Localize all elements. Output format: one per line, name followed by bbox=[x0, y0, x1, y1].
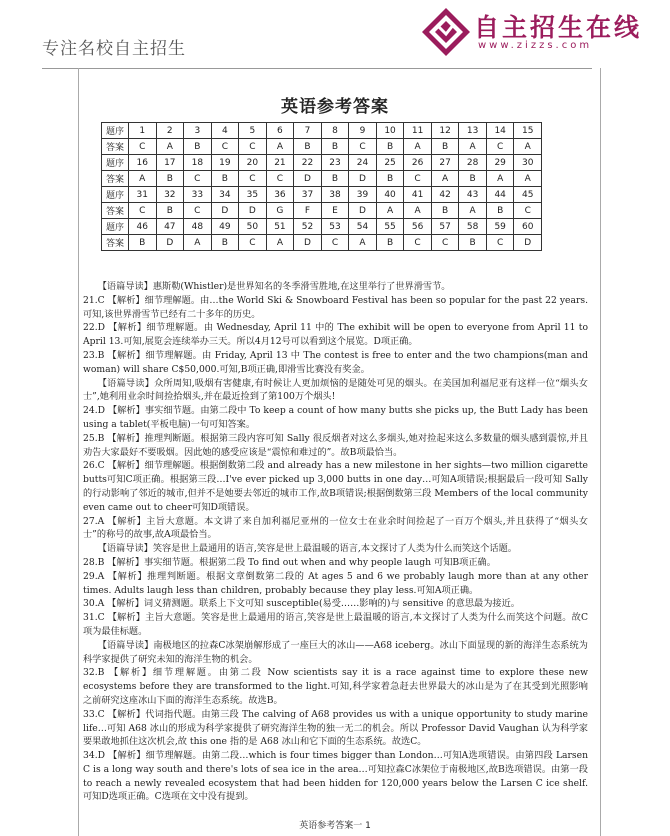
answer-table-cell: 48 bbox=[184, 219, 212, 235]
answer-table-cell: 25 bbox=[376, 155, 404, 171]
header-divider bbox=[42, 68, 592, 69]
answer-table-cell: D bbox=[294, 235, 322, 251]
answer-table-cell: A bbox=[486, 171, 514, 187]
answer-table-row-label: 题序 bbox=[102, 187, 129, 203]
answer-table-cell: B bbox=[321, 171, 349, 187]
answer-table-cell: 26 bbox=[404, 155, 432, 171]
answer-table-cell: 32 bbox=[156, 187, 184, 203]
answer-table-cell: 20 bbox=[239, 155, 267, 171]
answer-table-cell: 28 bbox=[459, 155, 487, 171]
answer-table-cell: 57 bbox=[431, 219, 459, 235]
answer-table-cell: 40 bbox=[376, 187, 404, 203]
answer-table-row-label: 答案 bbox=[102, 235, 129, 251]
answer-table-cell: 15 bbox=[514, 123, 542, 139]
answer-table-cell: 38 bbox=[321, 187, 349, 203]
answer-table-cell: A bbox=[459, 139, 487, 155]
answer-table-cell: A bbox=[404, 203, 432, 219]
answer-table-cell: B bbox=[184, 139, 212, 155]
answer-table-cell: G bbox=[266, 203, 294, 219]
answer-table-row bbox=[102, 219, 542, 235]
answer-table-row bbox=[102, 123, 542, 139]
answer-table-row-label: 答案 bbox=[102, 171, 129, 187]
answer-table-cell: 13 bbox=[459, 123, 487, 139]
answer-table-cell: B bbox=[431, 139, 459, 155]
answer-table-cell: 56 bbox=[404, 219, 432, 235]
answer-table-cell: C bbox=[404, 171, 432, 187]
answer-table-cell: 19 bbox=[211, 155, 239, 171]
answer-table-cell: 60 bbox=[514, 219, 542, 235]
answer-table-cell: B bbox=[376, 139, 404, 155]
answer-table-cell: C bbox=[404, 235, 432, 251]
answer-explanation: 30.A 【解析】词义猜测题。联系上下文可知 susceptible(易受……影响的)与 sensitive 的意思最为接近。 bbox=[83, 598, 520, 610]
answer-table-cell: A bbox=[514, 171, 542, 187]
answer-explanation: 31.C 【解析】主旨大意题。笑容是世上最通用的语言,笑容是世上最温暖的语言,本文探讨了人类为什么而笑这个问题。故C项为最佳标题。 bbox=[83, 612, 588, 637]
answer-explanation: 34.D 【解析】细节理解题。由第二段…which is four times bigger than London…可知A选项错误。由第四段 Larsen C is a long way south and there's lots of sea ice in the area…可知拉森C冰架位于南极地区,故B选项错误。由第一段 to reach a newly revealed ecosystem that had been hidden for 120,000 years below the Larsen C ice shelf.可知D选项正确。C选项在文中没有提到。 bbox=[83, 750, 588, 803]
answer-table-cell: 31 bbox=[129, 187, 157, 203]
answer-table-cell: B bbox=[431, 203, 459, 219]
answer-table-cell: D bbox=[294, 171, 322, 187]
answer-table-row-label: 答案 bbox=[102, 203, 129, 219]
logo-url: www.zizzs.com bbox=[478, 40, 593, 51]
answer-table-cell: B bbox=[156, 171, 184, 187]
answer-table-row-label: 答案 bbox=[102, 139, 129, 155]
answer-table-cell: 45 bbox=[514, 187, 542, 203]
answer-table-row bbox=[102, 171, 542, 187]
answer-table-cell: 35 bbox=[239, 187, 267, 203]
answer-table-cell: 49 bbox=[211, 219, 239, 235]
answer-table-cell: 22 bbox=[294, 155, 322, 171]
answer-explanation: 33.C 【解析】代词指代题。由第三段 The calving of A68 provides us with a unique opportunity to study marine life…可知 A68 冰山的形成为科学家提供了研究海洋生物的独一无二的机会。所以 Professor David Vaughan 认为科学家要果敢地抓住这次机会,故 this one 指的是 A68 冰山和它下面的生态系统。故选C。 bbox=[83, 708, 588, 748]
answer-table-cell: 47 bbox=[156, 219, 184, 235]
answer-table-cell: C bbox=[486, 235, 514, 251]
answer-table-cell: C bbox=[514, 203, 542, 219]
answer-table-cell: 50 bbox=[239, 219, 267, 235]
answer-table-cell: C bbox=[486, 139, 514, 155]
answer-explanation: 25.B 【解析】推理判断题。根据第三段内容可知 Sally 很反烟者对这么多烟头,她对捡起来这么多数量的烟头感到震惊,并且劝告大家最好不要吸烟。因此她的感受应该是“震惊和难过的”。故B项最恰当。 bbox=[83, 432, 588, 458]
answer-explanation: 22.D 【解析】细节理解题。由 Wednesday, April 11 中的 The exhibit will be open to everyone from April 11 to April 13.可知,展览会连续举办三天。所以4月12号可以看到这个展览。D项正确。 bbox=[83, 322, 588, 348]
answer-table-row-label: 题序 bbox=[102, 219, 129, 235]
answer-explanation: 24.D 【解析】事实细节题。由第二段中 To keep a count of how many butts she picks up, the Butt Lady has been using a tablet(平板电脑)一句可知答案。 bbox=[83, 405, 588, 430]
answer-table-cell: 59 bbox=[486, 219, 514, 235]
answer-table-cell: B bbox=[459, 235, 487, 251]
answer-table-cell: 51 bbox=[266, 219, 294, 235]
answer-explanation: 23.B 【解析】细节理解题。由 Friday, April 13 中 The contest is free to enter and the two champions(man and woman) will share C$50,000.可知,B项正确,即滑雪比赛没有奖金。 bbox=[83, 349, 588, 375]
site-logo[interactable] bbox=[420, 6, 643, 58]
answer-table-cell: 39 bbox=[349, 187, 377, 203]
answer-table-cell: D bbox=[514, 235, 542, 251]
answer-table-cell: 27 bbox=[431, 155, 459, 171]
answer-table-cell: A bbox=[266, 139, 294, 155]
answer-table-cell: B bbox=[129, 235, 157, 251]
answer-table-row bbox=[102, 235, 542, 251]
answer-table-cell: 42 bbox=[431, 187, 459, 203]
answer-table bbox=[101, 122, 542, 251]
answer-table-cell: C bbox=[129, 139, 157, 155]
answer-table-cell: B bbox=[211, 235, 239, 251]
answer-table-cell: 34 bbox=[211, 187, 239, 203]
page-frame-left bbox=[78, 68, 79, 836]
answer-table-cell: D bbox=[239, 203, 267, 219]
answer-table-row bbox=[102, 203, 542, 219]
answer-table-cell: 4 bbox=[211, 123, 239, 139]
header-site-name: 专注名校自主招生 bbox=[42, 39, 186, 59]
answer-table-cell: B bbox=[376, 171, 404, 187]
page-title: 英语参考答案 bbox=[281, 97, 389, 117]
answer-table-cell: 53 bbox=[321, 219, 349, 235]
answer-table-cell: 8 bbox=[321, 123, 349, 139]
answer-table-cell: 12 bbox=[431, 123, 459, 139]
answer-table-row-label: 题序 bbox=[102, 155, 129, 171]
answer-table-cell: D bbox=[349, 171, 377, 187]
answer-table-cell: 55 bbox=[376, 219, 404, 235]
answer-table-cell: B bbox=[156, 203, 184, 219]
logo-text: 自主招生在线 bbox=[474, 13, 643, 42]
answer-table-cell: A bbox=[376, 203, 404, 219]
answer-table-cell: A bbox=[129, 171, 157, 187]
answer-table-cell: 30 bbox=[514, 155, 542, 171]
answer-table-cell: D bbox=[156, 235, 184, 251]
answer-table-cell: C bbox=[239, 235, 267, 251]
passage-guide: 【语篇导读】众所周知,吸烟有害健康,有时候让人更加烦恼的是随处可见的烟头。在美国加利福尼亚有这样一位“烟头女士”,她利用业余时间捡拾烟头,并在最近捡到了第100万个烟头! bbox=[83, 377, 588, 403]
answer-table-cell: 44 bbox=[486, 187, 514, 203]
answer-table-cell: 17 bbox=[156, 155, 184, 171]
answer-table-cell: C bbox=[349, 139, 377, 155]
answer-explanation: 28.B 【解析】事实细节题。根据第二段 To find out when and why people laugh 可知B项正确。 bbox=[83, 556, 496, 568]
answer-table-cell: C bbox=[239, 139, 267, 155]
answer-table-cell: 43 bbox=[459, 187, 487, 203]
answer-explanation: 29.A 【解析】推理判断题。根据文章倒数第二段的 At ages 5 and 6 we probably laugh more than at any other times. Adults laugh less than children, probably because they play less.可知A项正确。 bbox=[83, 570, 588, 596]
answer-table-cell: E bbox=[321, 203, 349, 219]
answer-table-cell: A bbox=[459, 203, 487, 219]
answer-table-cell: C bbox=[211, 139, 239, 155]
answer-table-cell: C bbox=[321, 235, 349, 251]
answer-table-cell: D bbox=[211, 203, 239, 219]
answer-table-cell: 52 bbox=[294, 219, 322, 235]
answer-table-cell: B bbox=[321, 139, 349, 155]
answer-table-cell: 58 bbox=[459, 219, 487, 235]
answer-table-cell: 33 bbox=[184, 187, 212, 203]
answer-table-cell: A bbox=[266, 235, 294, 251]
answer-table-cell: 10 bbox=[376, 123, 404, 139]
answer-table-cell: D bbox=[349, 203, 377, 219]
answer-table-cell: 21 bbox=[266, 155, 294, 171]
answer-table-cell: 16 bbox=[129, 155, 157, 171]
answer-table-cell: A bbox=[514, 139, 542, 155]
passage-guide: 【语篇导读】南极地区的拉森C冰架崩解形成了一座巨大的冰山——A68 iceberg。冰山下面显现的新的海洋生态系统为科学家提供了研究未知的海洋生物的机会。 bbox=[83, 639, 588, 665]
answer-explanation: 21.C 【解析】细节理解题。由…the World Ski & Snowboard Festival has been so popular for the past 22 years.可知,该世界滑雪节已经有二十多年的历史。 bbox=[83, 294, 588, 320]
answer-explanation: 32.B 【解析】细节理解题。由第二段 Now scientists say it is a race against time to explore these new ecosystems before they are transformed to the light.可知,科学家着急赶去世界最大的冰山是为了在其受到光照影响之前研究这座冰山下面的海洋生态系统。故选B。 bbox=[83, 667, 588, 706]
answer-table-cell: 23 bbox=[321, 155, 349, 171]
answer-table-cell: 54 bbox=[349, 219, 377, 235]
page-footer: 英语参考答案一 1 bbox=[299, 821, 371, 831]
answer-table-cell: 7 bbox=[294, 123, 322, 139]
answer-table-cell: 37 bbox=[294, 187, 322, 203]
answer-table-cell: A bbox=[156, 139, 184, 155]
answer-table-cell: B bbox=[486, 203, 514, 219]
answer-table-cell: C bbox=[129, 203, 157, 219]
answer-table-cell: B bbox=[459, 171, 487, 187]
answer-explanations bbox=[83, 280, 588, 804]
answer-table-cell: 18 bbox=[184, 155, 212, 171]
answer-table-cell: A bbox=[184, 235, 212, 251]
answer-table-cell: C bbox=[239, 171, 267, 187]
answer-table-cell: 5 bbox=[239, 123, 267, 139]
answer-table-cell: 46 bbox=[129, 219, 157, 235]
answer-table-cell: A bbox=[431, 171, 459, 187]
answer-table-cell: 36 bbox=[266, 187, 294, 203]
answer-explanation: 27.A 【解析】主旨大意题。本文讲了来自加利福尼亚州的一位女士在业余时间捡起了一百万个烟头,并且获得了“烟头女士”的称号的故事,故A项最恰当。 bbox=[83, 515, 588, 541]
answer-table-cell: C bbox=[266, 171, 294, 187]
passage-guide: 【语篇导读】笑容是世上最通用的语言,笑容是世上最温暖的语言,本文探讨了人类为什么而笑这个话题。 bbox=[97, 543, 517, 555]
answer-table-cell: B bbox=[211, 171, 239, 187]
answer-table-row bbox=[102, 187, 542, 203]
answer-table-cell: F bbox=[294, 203, 322, 219]
answer-table-cell: 2 bbox=[156, 123, 184, 139]
passage-guide: 【语篇导读】惠斯勒(Whistler)是世界知名的冬季滑雪胜地,在这里举行了世界滑雪节。 bbox=[97, 281, 451, 292]
logo-diamond-icon bbox=[420, 6, 472, 58]
answer-table-row bbox=[102, 155, 542, 171]
answer-table-row bbox=[102, 139, 542, 155]
answer-table-cell: C bbox=[431, 235, 459, 251]
answer-table-cell: C bbox=[184, 171, 212, 187]
answer-table-row-label: 题序 bbox=[102, 123, 129, 139]
answer-table-cell: 11 bbox=[404, 123, 432, 139]
answer-explanation: 26.C 【解析】细节理解题。根据倒数第二段 and already has a new milestone in her sights—two million cigarette butts可知C项正确。根据第三段…I've ever picked up 3,000 butts in one day…可知A项错误;根据最后一段可知 Sally 的行动影响了邻近的城市,但并不是她要去邻近的城市工作,故B项错误;根据倒数第三段 Members of the local community even came out to cheer可知D项错误。 bbox=[83, 460, 588, 513]
answer-table-cell: 14 bbox=[486, 123, 514, 139]
answer-table-cell: 41 bbox=[404, 187, 432, 203]
answer-table-cell: 3 bbox=[184, 123, 212, 139]
answer-table-cell: 9 bbox=[349, 123, 377, 139]
answer-table-cell: A bbox=[404, 139, 432, 155]
answer-table-cell: A bbox=[349, 235, 377, 251]
answer-table-cell: B bbox=[294, 139, 322, 155]
page-frame-right bbox=[600, 68, 601, 836]
answer-table-cell: 6 bbox=[266, 123, 294, 139]
answer-table-cell: C bbox=[184, 203, 212, 219]
answer-table-cell: B bbox=[376, 235, 404, 251]
answer-table-cell: 24 bbox=[349, 155, 377, 171]
answer-table-cell: 29 bbox=[486, 155, 514, 171]
answer-table-cell: 1 bbox=[129, 123, 157, 139]
